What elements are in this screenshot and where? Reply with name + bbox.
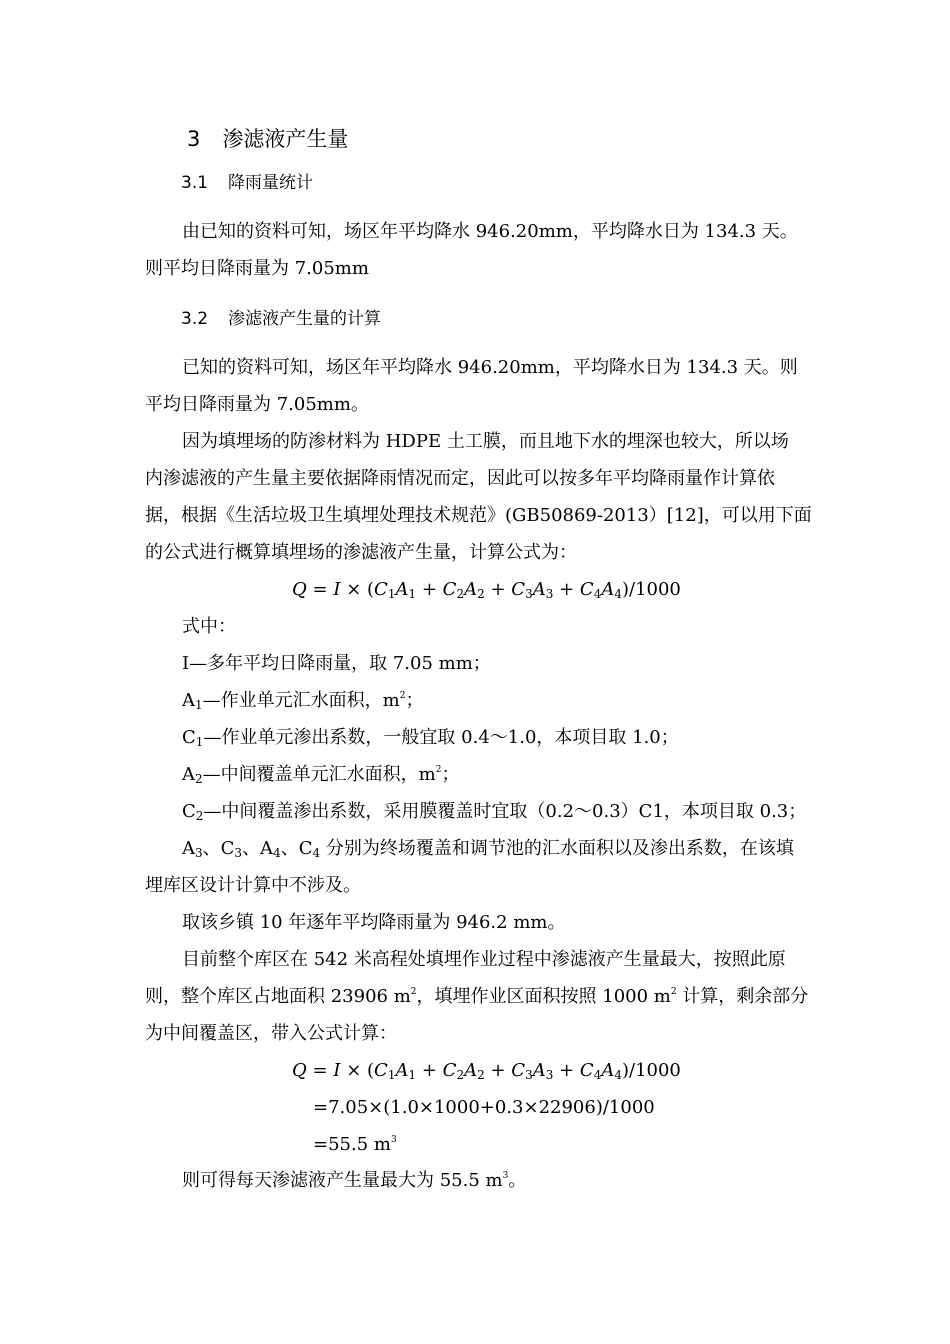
section-heading <box>187 126 348 152</box>
subsection-heading-3-2 <box>181 306 381 332</box>
paragraph-line: 据，根据《生活垃圾卫生填埋处理技术规范》(GB50869-2013）[12]，可以用下面 <box>145 505 812 526</box>
definition-A1: $A_1—$作业单元汇水面积，$m^2$； <box>182 690 424 712</box>
formula: $Q = I \times (C_1A_1 + C_2A_2 + C_3A_3 + C_4A_4)/1000$ <box>292 579 681 601</box>
paragraph-line: 由已知的资料可知，场区年平均降水 946.20mm，平均降水日为 134.3 天。 <box>182 221 798 242</box>
paragraph-line: 因为填埋场的防渗材料为 HDPE 土工膜，而且地下水的埋深也较大，所以场 <box>182 431 789 452</box>
section-title: 渗滤液产生量 <box>222 127 349 151</box>
calculation-step: =7.05×(1.0×1000+0.3×22906)/1000 <box>313 1097 655 1118</box>
where-label: 式中： <box>182 616 236 637</box>
definition-C2: $C_2—$中间覆盖渗出系数，采用膜覆盖时宜取（0.2～0.3）C1，本项目取 0.3； <box>182 801 807 823</box>
paragraph-line: 平均日降雨量为 7.05mm。 <box>145 394 369 415</box>
paragraph-line: 埋库区设计计算中不涉及。 <box>145 875 361 896</box>
calculation-result: =55.5 $m^3$ <box>313 1134 397 1155</box>
subsection-heading-3-1 <box>181 170 313 196</box>
subsection-title: 降雨量统计 <box>228 173 314 193</box>
paragraph-line: 则，整个库区占地面积 23906 $m^2$，填埋作业区面积按照 1000 $m^2$ 计算，剩余部分 <box>145 986 809 1007</box>
definition-others: $A_3$、$C_3$、$A_4$、$C_4$ 分别为终场覆盖和调节池的汇水面积以及渗出系数，在该填 <box>182 838 794 860</box>
formula: $Q = I \times (C_1A_1 + C_2A_2 + C_3A_3 + C_4A_4)/1000$ <box>292 1060 681 1082</box>
paragraph-line: 取该乡镇 10 年逐年平均降雨量为 946.2 mm。 <box>182 912 566 933</box>
subsection-number: 3.1 <box>181 173 209 193</box>
paragraph-line: 则平均日降雨量为 7.05mm <box>145 258 369 279</box>
definition-C1: $C_1—$作业单元渗出系数，一般宜取 0.4～1.0，本项目取 1.0； <box>182 727 679 749</box>
subsection-number: 3.2 <box>181 309 209 329</box>
paragraph-line: 内渗滤液的产生量主要依据降雨情况而定，因此可以按多年平均降雨量作计算依 <box>145 468 775 489</box>
section-number: 3 <box>187 127 201 151</box>
paragraph-line: 已知的资料可知，场区年平均降水 946.20mm，平均降水日为 134.3 天。则 <box>182 357 798 378</box>
conclusion: 则可得每天渗滤液产生量最大为 55.5 $m^3$。 <box>182 1170 527 1191</box>
definition-I: I—多年平均日降雨量，取 7.05 mm； <box>182 653 491 674</box>
subsection-title: 渗滤液产生量的计算 <box>228 309 382 329</box>
paragraph-line: 的公式进行概算填埋场的渗滤液产生量，计算公式为： <box>145 542 577 563</box>
paragraph-line: 目前整个库区在 542 米高程处填埋作业过程中渗滤液产生量最大，按照此原 <box>182 949 786 970</box>
paragraph-line: 为中间覆盖区，带入公式计算： <box>145 1023 397 1044</box>
definition-A2: $A_2—$中间覆盖单元汇水面积，$m^2$； <box>182 764 460 786</box>
